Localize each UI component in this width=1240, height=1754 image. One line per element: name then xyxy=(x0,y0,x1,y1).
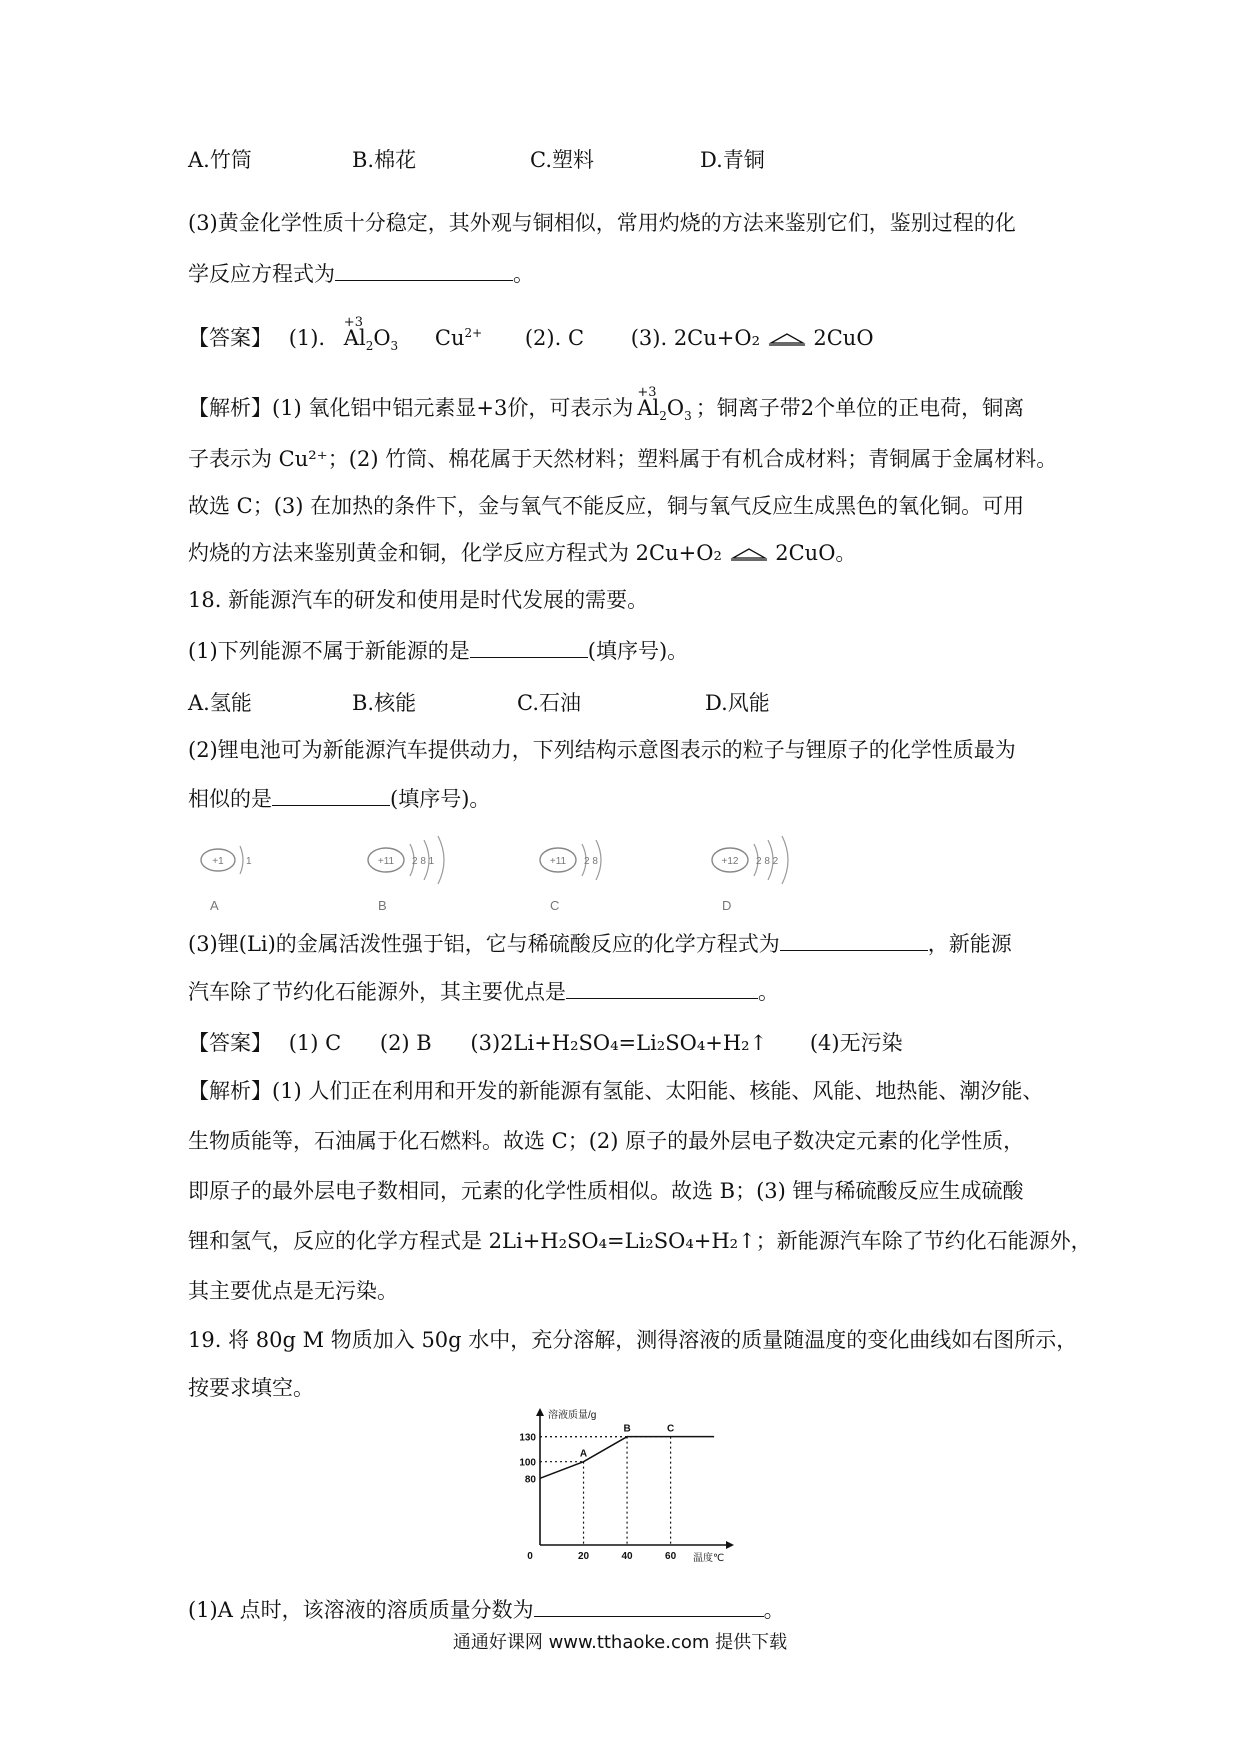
nucleus-label: +12 xyxy=(721,856,739,867)
answer-blank xyxy=(272,785,390,806)
answer-label: 【答案】 xyxy=(188,1031,272,1055)
analysis-18-line1: 【解析】(1) 人们正在利用和开发的新能源有氢能、太阳能、核能、风能、地热能、潮汐能、 xyxy=(188,1079,1044,1103)
diagram-d xyxy=(712,836,788,913)
answer-part-1: (1). xyxy=(288,326,326,350)
nucleus-label: +11 xyxy=(377,856,395,867)
answer-17 xyxy=(188,315,874,359)
diagram-label: C xyxy=(550,898,560,913)
al2o3-formula: +3 $Al_2O_3$ xyxy=(344,325,398,359)
question-text: 汽车除了节约化石能源外，其主要优点是 xyxy=(188,980,566,1004)
al2o3-formula: +3 $Al_2O_3$ xyxy=(637,395,691,429)
point-label: B xyxy=(623,1423,631,1435)
q19-part1 xyxy=(188,1596,785,1623)
valence-label: +3 xyxy=(343,315,363,330)
shell-label: 2 8 1 xyxy=(412,856,435,867)
shell-label: 2 8 2 xyxy=(756,856,779,867)
point-label: A xyxy=(579,1448,588,1460)
question-text: (3)锂(Li)的金属活泼性强于铝，它与稀硫酸反应的化学方程式为 xyxy=(188,932,780,956)
solution-mass-chart xyxy=(495,1405,755,1570)
q17-3-line2 xyxy=(188,260,534,287)
x-tick-label: 20 xyxy=(577,1551,590,1562)
q17-option-b: B.棉花 xyxy=(352,148,417,172)
x-tick-label: 40 xyxy=(621,1551,633,1562)
q18-option-a: A.氢能 xyxy=(188,691,252,715)
cu-ion-formula xyxy=(435,326,482,350)
y-tick-label: 80 xyxy=(524,1474,536,1486)
answer-part-3: (3). 2Cu+O₂ xyxy=(630,326,760,350)
heating-sign-icon xyxy=(729,548,769,562)
analysis-text: 灼烧的方法来鉴别黄金和铜，化学反应方程式为 2Cu+O₂ xyxy=(188,541,722,565)
q19-line2: 按要求填空。 xyxy=(188,1376,314,1400)
atomic-structure-diagrams xyxy=(188,832,908,922)
diagram-label: A xyxy=(210,898,219,913)
diagram-c xyxy=(540,840,601,913)
analysis-18-line2: 生物质能等，石油属于化石燃料。故选 C；(2) 原子的最外层电子数决定元素的化学性质， xyxy=(188,1129,1025,1153)
analysis-18-line3: 即原子的最外层电子数相同，元素的化学性质相似。故选 B；(3) 锂与稀硫酸反应生成硫酸 xyxy=(188,1179,1024,1203)
valence-label: +3 xyxy=(637,385,657,400)
period: 。 xyxy=(513,262,534,286)
analysis-17-line4 xyxy=(188,540,856,566)
cu-symbol: Cu xyxy=(434,326,465,350)
diagram-a xyxy=(201,846,252,913)
diagram-b xyxy=(368,836,444,913)
page-footer: 通通好课网 www.tthaoke.com 提供下载 xyxy=(452,1632,788,1653)
answer-part-3: (3)2Li+H₂SO₄=Li₂SO₄+H₂↑ xyxy=(470,1031,768,1055)
question-text: 。 xyxy=(763,1598,785,1622)
y-tick-label: 130 xyxy=(519,1432,536,1444)
cu-charge: 2+ xyxy=(464,326,483,340)
answer-product: 2CuO xyxy=(813,326,874,350)
q18-part2-line2 xyxy=(188,785,490,812)
answer-part-2: (2). C xyxy=(524,326,585,350)
answer-label: 【答案】 xyxy=(188,326,272,350)
answer-part-1: (1) C xyxy=(288,1031,342,1055)
q18-title: 18. 新能源汽车的研发和使用是时代发展的需要。 xyxy=(188,588,649,612)
shell-label: 2 8 xyxy=(584,856,598,867)
chart-axes xyxy=(536,1408,734,1549)
q18-option-b: B.核能 xyxy=(352,691,417,715)
y-axis-label: 溶液质量/g xyxy=(548,1410,597,1421)
answer-18 xyxy=(188,1030,903,1056)
answer-part-4: (4)无污染 xyxy=(809,1031,903,1055)
q17-option-d: D.青铜 xyxy=(700,148,765,172)
analysis-18-line5: 其主要优点是无污染。 xyxy=(188,1279,398,1303)
question-text: (1)下列能源不属于新能源的是 xyxy=(188,639,470,663)
analysis-17-line1 xyxy=(188,385,1025,429)
nucleus-label: +1 xyxy=(212,856,224,867)
q18-part3-line1 xyxy=(188,930,1012,957)
question-text: (填序号)。 xyxy=(587,639,689,663)
answer-blank xyxy=(780,930,928,951)
chart-guides xyxy=(540,1437,671,1545)
chart-labels xyxy=(519,1408,724,1564)
x-tick-label: 0 xyxy=(527,1551,533,1562)
question-text: 。 xyxy=(758,980,779,1004)
q18-option-d: D.风能 xyxy=(705,691,770,715)
answer-blank xyxy=(534,1596,764,1617)
q19-line1: 19. 将 80g M 物质加入 50g 水中，充分溶解，测得溶液的质量随温度的变化曲线如右图所示， xyxy=(188,1328,1078,1352)
answer-part-2: (2) B xyxy=(379,1031,432,1055)
q18-option-c: C.石油 xyxy=(517,691,581,715)
analysis-text: ；铜离子带2个单位的正电荷，铜离 xyxy=(695,396,1025,420)
nucleus-label: +11 xyxy=(549,856,567,867)
answer-blank xyxy=(335,260,513,281)
q18-part3-line2 xyxy=(188,978,779,1005)
diagram-label: D xyxy=(722,898,732,913)
q17-3-text: 学反应方程式为 xyxy=(188,262,335,286)
heating-sign-icon xyxy=(767,333,807,347)
q17-option-c: C.塑料 xyxy=(530,148,594,172)
analysis-text: 【解析】(1) 氧化铝中铝元素显+3价，可表示为 xyxy=(188,396,634,420)
point-label: C xyxy=(666,1423,675,1435)
answer-blank xyxy=(566,978,758,999)
y-axis-arrow xyxy=(536,1408,544,1416)
answer-blank xyxy=(470,637,588,658)
analysis-17-line2: 子表示为 Cu²⁺；(2) 竹筒、棉花属于天然材料；塑料属于有机合成材料；青铜属于金属材料。 xyxy=(188,447,1058,471)
x-tick-label: 60 xyxy=(665,1551,677,1562)
question-text: 相似的是 xyxy=(188,787,272,811)
q17-option-a: A.竹筒 xyxy=(188,148,252,172)
y-tick-label: 100 xyxy=(519,1457,536,1469)
x-axis-arrow xyxy=(726,1541,734,1549)
question-text: ，新能源 xyxy=(927,932,1012,956)
q18-part2-line1: (2)锂电池可为新能源汽车提供动力，下列结构示意图表示的粒子与锂原子的化学性质最为 xyxy=(188,738,1016,762)
diagram-label: B xyxy=(378,898,387,913)
analysis-text: 2CuO。 xyxy=(775,541,857,565)
question-text: (填序号)。 xyxy=(390,787,491,811)
q17-3-line1: (3)黄金化学性质十分稳定，其外观与铜相似，常用灼烧的方法来鉴别它们，鉴别过程的化 xyxy=(188,211,1016,235)
shell-label: 1 xyxy=(246,856,252,867)
question-text: (1)A 点时，该溶液的溶质质量分数为 xyxy=(188,1598,534,1622)
analysis-18-line4: 锂和氢气，反应的化学方程式是 2Li+H₂SO₄=Li₂SO₄+H₂↑；新能源汽车除了节约化石能源外， xyxy=(188,1229,1092,1253)
analysis-17-line3: 故选 C；(3) 在加热的条件下，金与氧气不能反应，铜与氧气反应生成黑色的氧化铜。可用 xyxy=(188,494,1025,518)
q18-part1 xyxy=(188,637,688,664)
x-axis-label: 温度℃ xyxy=(693,1553,725,1564)
